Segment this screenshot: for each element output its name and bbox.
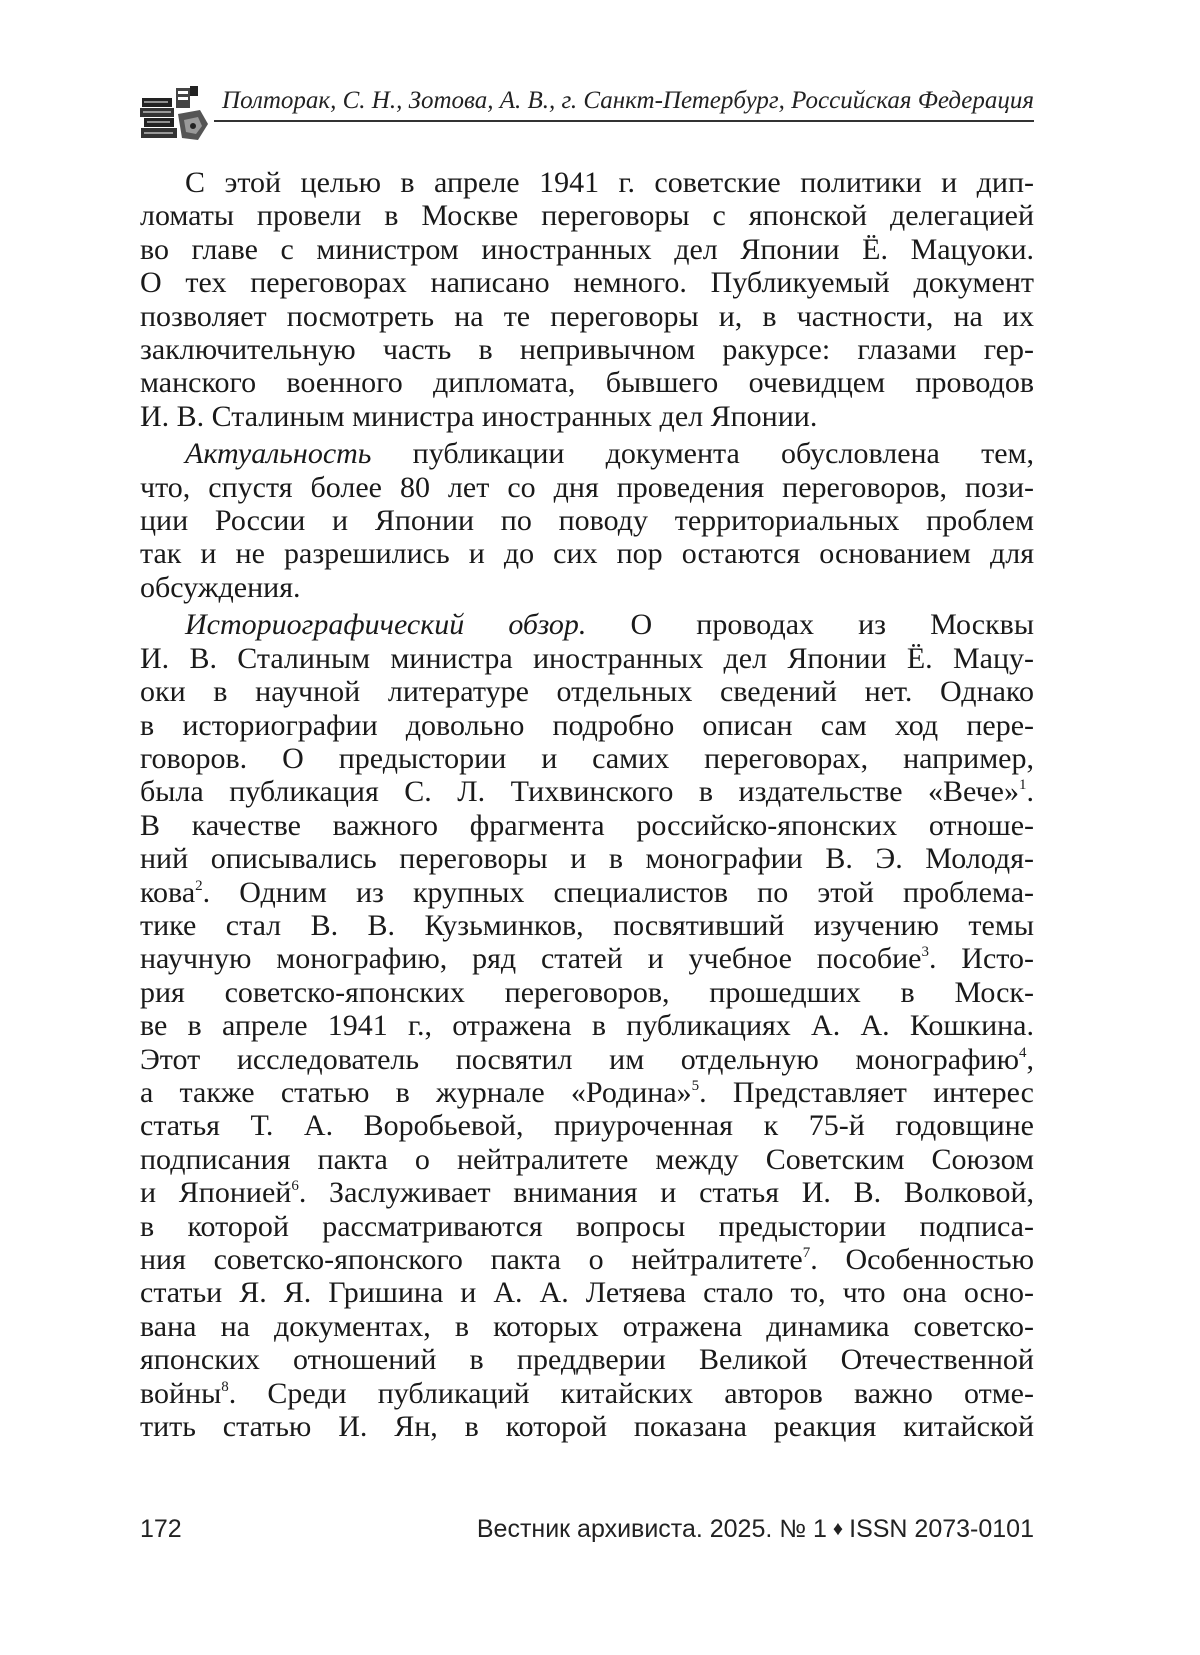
- text-line: в которой рассматриваются вопросы предыстории подписа-: [140, 1209, 1034, 1243]
- historiography-heading: Историографический обзор.: [185, 608, 587, 642]
- text-line: [140, 437, 1034, 470]
- text-line: ве в апреле 1941 г., отражена в публикациях А. А. Кошкина.: [140, 1009, 1034, 1043]
- text-line: [140, 1176, 1034, 1209]
- text-line: тить статью И. Ян, в которой показана реакция китайской: [140, 1410, 1034, 1444]
- text-line: японских отношений в преддверии Великой Отечественной: [140, 1343, 1034, 1377]
- text-line: ции России и Японии по поводу территориальных проблем: [140, 504, 1034, 538]
- footnote-ref: 6: [291, 1178, 299, 1195]
- footnote-ref: 8: [221, 1378, 229, 1395]
- footnote-ref: 1: [1019, 777, 1027, 794]
- text-line: ломаты провели в Москве переговоры с японской делегацией: [140, 199, 1034, 233]
- paragraph-intro: [140, 166, 1034, 433]
- text-segment: а также статью в журнале «Родина»: [140, 1075, 692, 1109]
- page-footer: [140, 1515, 1034, 1549]
- text-segment: . Одним из крупных специалистов по этой проблема-: [202, 875, 1034, 909]
- text-line: манского военного дипломата, бывшего очевидцем проводов: [140, 366, 1034, 400]
- text-line: оки в научной литературе отдельных сведений нет. Однако: [140, 675, 1034, 709]
- text-segment: публикации документа обусловлена тем,: [371, 437, 1034, 471]
- text-line: обсуждения.: [140, 570, 301, 604]
- text-line: статья Т. А. Воробьевой, приуроченная к 75-й годовщине: [140, 1109, 1034, 1143]
- text-line: подписания пакта о нейтралитете между Советским Союзом: [140, 1142, 1034, 1176]
- text-line: заключительную часть в непривычном ракурсе: глазами гер-: [140, 333, 1034, 367]
- paragraph-relevance: [140, 437, 1034, 604]
- header-rule: [214, 120, 1034, 122]
- footnote-ref: 5: [691, 1077, 700, 1094]
- text-line: рия советско-японских переговоров, прошедших в Моск-: [140, 975, 1034, 1009]
- text-segment: и Японией: [140, 1176, 292, 1210]
- journal-info: [477, 1515, 1034, 1544]
- text-line: С этой целью в апреле 1941 г. советские политики и дип-: [185, 166, 1034, 199]
- issn: ISSN 2073-0101: [849, 1515, 1034, 1543]
- footnote-ref: 7: [802, 1245, 811, 1261]
- article-body: [140, 166, 1034, 1443]
- header-authors: Полторак, С. Н., Зотова, А. В., г. Санкт-Петербург, Российская Федерация: [222, 87, 1034, 114]
- text-line: [140, 876, 1034, 909]
- text-line: статьи Я. Я. Гришина и А. А. Летяева стало то, что она осно-: [140, 1276, 1034, 1310]
- text-line: во главе с министром иностранных дел Японии Ё. Мацуоки.: [140, 232, 1034, 266]
- text-line: И. В. Сталиным министра иностранных дел Японии Ё. Мацу-: [140, 641, 1034, 675]
- text-segment: . Представляет интерес: [699, 1075, 1034, 1109]
- diamond-separator-icon: ♦: [832, 1518, 844, 1540]
- text-line: что, спустя более 80 лет со дня проведения переговоров, пози-: [140, 470, 1034, 504]
- footnote-ref: 2: [195, 877, 203, 894]
- text-segment: .: [1026, 775, 1034, 809]
- text-segment: . Особенностью: [810, 1243, 1034, 1276]
- text-line: [140, 1076, 1034, 1109]
- text-line: [140, 1377, 1034, 1410]
- text-segment: . Исто-: [928, 942, 1034, 976]
- text-line: И. В. Сталиным министра иностранных дел Японии.: [140, 399, 818, 433]
- text-segment: научную монографию, ряд статей и учебное пособие: [140, 942, 922, 976]
- text-segment: ,: [1026, 1042, 1034, 1076]
- text-segment: Этот исследователь посвятил им отдельную монографию: [140, 1042, 1019, 1076]
- text-line: в историографии довольно подробно описан сам ход пере-: [140, 708, 1034, 742]
- text-line: позволяет посмотреть на те переговоры и, в частности, на их: [140, 299, 1034, 333]
- footnote-ref: 4: [1019, 1044, 1027, 1061]
- text-segment: О проводах из Москвы: [586, 608, 1034, 642]
- text-segment: . Заслуживает внимания и статья И. В. Волковой,: [298, 1176, 1034, 1210]
- text-line: [140, 1243, 1034, 1276]
- text-segment: кова: [140, 875, 196, 909]
- running-header: [138, 78, 1034, 148]
- relevance-heading: Актуальность: [185, 437, 372, 471]
- text-line: говоров. О предыстории и самих переговорах, например,: [140, 741, 1034, 775]
- page-number: 172: [140, 1515, 182, 1543]
- text-segment: войны: [140, 1376, 222, 1410]
- text-line: [140, 942, 1034, 975]
- text-segment: . Среди публикаций китайских авторов важно отме-: [228, 1376, 1034, 1410]
- text-line: так и не разрешились и до сих пор остаются основанием для: [140, 537, 1034, 571]
- text-line: вана на документах, в которых отражена динамика советско-: [140, 1309, 1034, 1343]
- text-line: О тех переговорах написано немного. Публикуемый документ: [140, 266, 1034, 300]
- text-line: ний описывались переговоры и в монографии В. Э. Молодя-: [140, 842, 1034, 876]
- archive-books-icon: [138, 84, 212, 146]
- text-segment: была публикация С. Л. Тихвинского в издательстве «Вече»: [140, 775, 1019, 809]
- text-line: [140, 775, 1034, 808]
- text-line: тике стал В. В. Кузьминков, посвятивший изучению темы: [140, 908, 1034, 942]
- text-segment: ния советско-японского пакта о нейтралитете: [140, 1243, 803, 1276]
- journal-title: Вестник архивиста. 2025. № 1: [476, 1515, 827, 1543]
- text-line: [140, 1043, 1034, 1076]
- text-line: [140, 608, 1034, 641]
- text-line: В качестве важного фрагмента российско-японских отноше-: [140, 808, 1034, 842]
- paragraph-historiography: [140, 608, 1034, 1443]
- footnote-ref: 3: [921, 944, 929, 961]
